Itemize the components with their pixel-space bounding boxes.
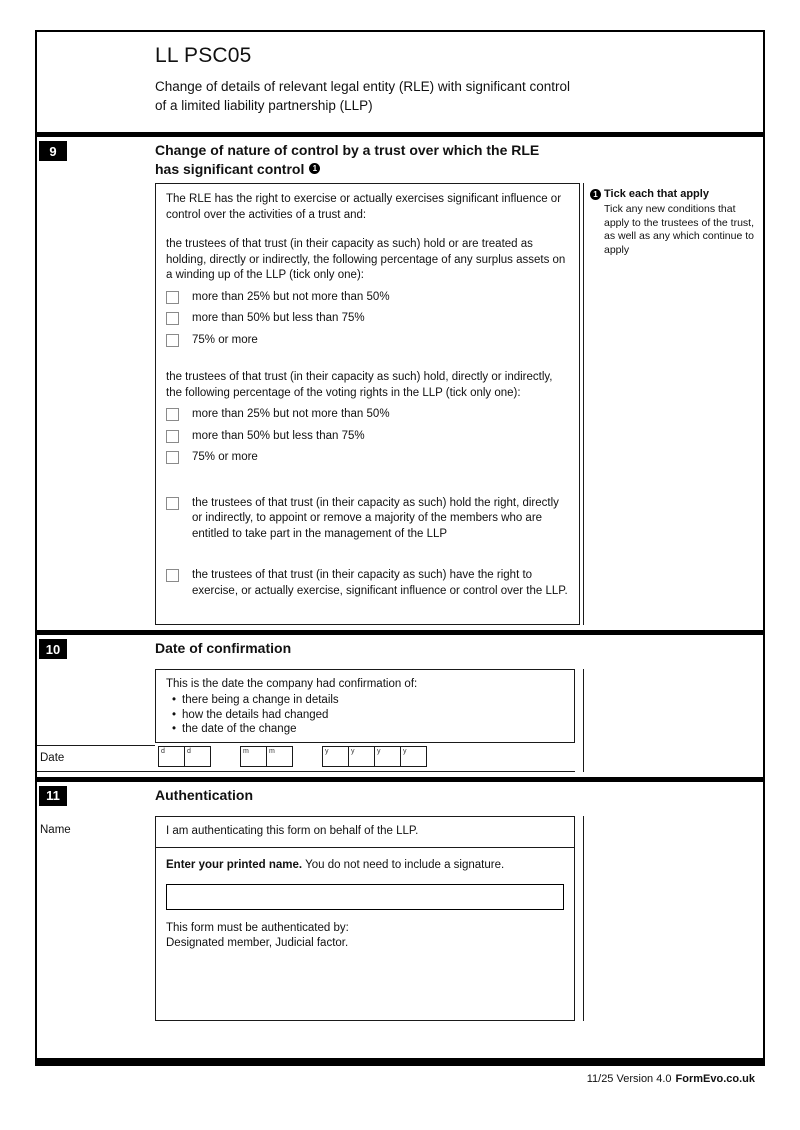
section9-head xyxy=(37,137,763,183)
section-9 xyxy=(37,137,763,625)
checkbox-label-voting-75-or-more: 75% or more xyxy=(192,451,258,463)
checkbox-label-surplus-75-or-more: 75% or more xyxy=(192,333,258,346)
date-box-year-1[interactable] xyxy=(322,746,349,767)
bullet-text: • the date of the change xyxy=(182,723,297,735)
date-box-day-2[interactable] xyxy=(184,746,211,767)
printed-name-instruction-rest: You do not need to include a signature. xyxy=(302,858,505,871)
date-row xyxy=(37,743,575,772)
printed-name-input[interactable] xyxy=(166,884,564,910)
date-letter: m xyxy=(243,747,249,755)
checkbox-row xyxy=(166,496,569,543)
checkbox-row xyxy=(166,333,569,349)
date-box-year-3[interactable] xyxy=(374,746,401,767)
authenticated-by-line2: Designated member, Judicial factor. xyxy=(166,937,349,949)
footnote-1-icon: 1 xyxy=(309,163,320,174)
bullet-text: • how the details had changed xyxy=(182,708,329,721)
checkbox-voting-50-75[interactable] xyxy=(166,430,179,443)
confirmation-bullet-list xyxy=(172,693,564,737)
printed-name-instruction-bold: Enter your printed name. xyxy=(166,858,303,871)
checkbox-voting-25-50[interactable] xyxy=(166,408,179,421)
date-box-day-1[interactable] xyxy=(158,746,185,767)
surplus-assets-text: the trustees of that trust (in their capacity as such) hold or are treated as holding, directly or indirectly, the following percentage of any surplus assets on a winding up of the LLP (tick only one): xyxy=(166,238,566,281)
date-letter: m xyxy=(269,747,275,755)
section11-head xyxy=(37,782,763,816)
trust-intro-text: The RLE has the right to exercise or actually exercises significant influence or control over the activities of a trust and: xyxy=(166,193,562,221)
checkbox-row xyxy=(166,290,569,306)
checkbox-label-significant-influence: the trustees of that trust (in their capacity as such) have the right to exercise, or actually exercise, significant influence or control over the LLP. xyxy=(192,569,568,597)
section10-main-box xyxy=(155,669,575,743)
section9-content xyxy=(37,183,763,625)
footnote-1-icon: 1 xyxy=(590,189,601,200)
authenticated-by xyxy=(156,910,574,960)
authenticated-by-line1: This form must be authenticated by: xyxy=(166,921,349,934)
auth-statement: I am authenticating this form on behalf of the LLP. xyxy=(156,817,574,848)
checkbox-row xyxy=(166,450,569,466)
section-11 xyxy=(37,782,763,1021)
date-letter: d xyxy=(161,747,165,755)
checkbox-label-appoint-remove-members: the trustees of that trust (in their capacity as such) hold the right, directly or indirectly, to appoint or remove a majority of the members who are entitled to take part in the management of the LLP xyxy=(192,496,559,540)
form-code: LL PSC05 xyxy=(155,44,252,67)
printed-name-instruction xyxy=(156,848,574,881)
section9-side-note xyxy=(583,183,763,625)
bullet-text: • there being a change in details xyxy=(182,694,339,706)
section10-number-badge: 10 xyxy=(39,639,67,659)
checkbox-row xyxy=(166,311,569,327)
footer-brand: FormEvo.co.uk xyxy=(675,1073,755,1085)
bullet-item xyxy=(172,722,564,737)
checkbox-surplus-50-75[interactable] xyxy=(166,312,179,325)
date-letter: y xyxy=(351,747,355,755)
date-box-year-4[interactable] xyxy=(400,746,427,767)
form-subtitle-line1: Change of details of relevant legal entity (RLE) with significant control xyxy=(155,79,570,94)
date-letter: y xyxy=(403,747,407,755)
section10-title: Date of confirmation xyxy=(155,640,292,656)
date-boxes xyxy=(155,745,427,767)
section9-main-box xyxy=(155,183,580,625)
section11-number-badge: 11 xyxy=(39,786,67,806)
side-note-heading-text: Tick each that apply xyxy=(604,188,709,200)
section10-head xyxy=(37,635,763,669)
section10-main-column xyxy=(37,669,575,772)
bullet-item xyxy=(172,708,564,723)
checkbox-significant-influence[interactable] xyxy=(166,569,179,582)
checkbox-appoint-remove-members[interactable] xyxy=(166,497,179,510)
form-subtitle xyxy=(155,77,763,115)
section10-box-row xyxy=(37,669,575,743)
date-letter: d xyxy=(187,747,191,755)
checkbox-label-voting-50-75: more than 50% but less than 75% xyxy=(192,429,365,442)
page-footer xyxy=(587,1073,755,1085)
bullet-item xyxy=(172,693,564,708)
form-header xyxy=(37,32,763,132)
section9-title-line2-text: has significant control xyxy=(155,161,305,177)
checkbox-voting-75-or-more[interactable] xyxy=(166,451,179,464)
checkbox-label-voting-25-50: more than 25% but not more than 50% xyxy=(192,408,390,420)
date-box-month-1[interactable] xyxy=(240,746,267,767)
confirmation-intro-text: This is the date the company had confirmation of: xyxy=(166,678,418,690)
section10-side-note xyxy=(583,669,763,772)
date-label: Date xyxy=(37,745,155,764)
checkbox-label-surplus-25-50: more than 25% but not more than 50% xyxy=(192,290,390,303)
form-subtitle-line2: of a limited liability partnership (LLP) xyxy=(155,98,373,113)
section10-content xyxy=(37,669,763,772)
section-10 xyxy=(37,635,763,772)
date-letter: y xyxy=(377,747,381,755)
section9-left-margin xyxy=(37,183,155,625)
section11-title: Authentication xyxy=(155,786,253,803)
checkbox-row xyxy=(166,429,569,445)
date-box-year-2[interactable] xyxy=(348,746,375,767)
section9-title-line2 xyxy=(155,160,763,179)
form-frame xyxy=(35,30,765,1066)
section9-number-badge: 9 xyxy=(39,141,67,161)
side-note-heading xyxy=(590,188,757,201)
checkbox-row xyxy=(166,568,569,599)
section11-main-box xyxy=(155,816,575,1021)
section11-side-note xyxy=(583,816,763,1021)
bottom-bar xyxy=(35,1058,765,1066)
section9-title xyxy=(155,141,763,179)
section10-left-margin xyxy=(37,669,155,743)
section11-content xyxy=(37,816,763,1021)
section11-left-margin xyxy=(37,816,155,1021)
checkbox-surplus-75-or-more[interactable] xyxy=(166,334,179,347)
date-box-month-2[interactable] xyxy=(266,746,293,767)
checkbox-row xyxy=(166,407,569,423)
date-letter: y xyxy=(325,747,329,755)
side-note-text: Tick any new conditions that apply to the trustees of the trust, as well as any which continue to apply xyxy=(604,203,754,256)
checkbox-label-surplus-50-75: more than 50% but less than 75% xyxy=(192,312,365,324)
section9-title-line1: Change of nature of control by a trust over which the RLE xyxy=(155,142,540,158)
name-label: Name xyxy=(40,823,71,836)
voting-rights-text: the trustees of that trust (in their capacity as such) hold, directly or indirectly, the following percentage of the voting rights in the LLP (tick only one): xyxy=(166,371,553,399)
checkbox-surplus-25-50[interactable] xyxy=(166,291,179,304)
footer-version: 11/25 Version 4.0 xyxy=(586,1073,672,1085)
